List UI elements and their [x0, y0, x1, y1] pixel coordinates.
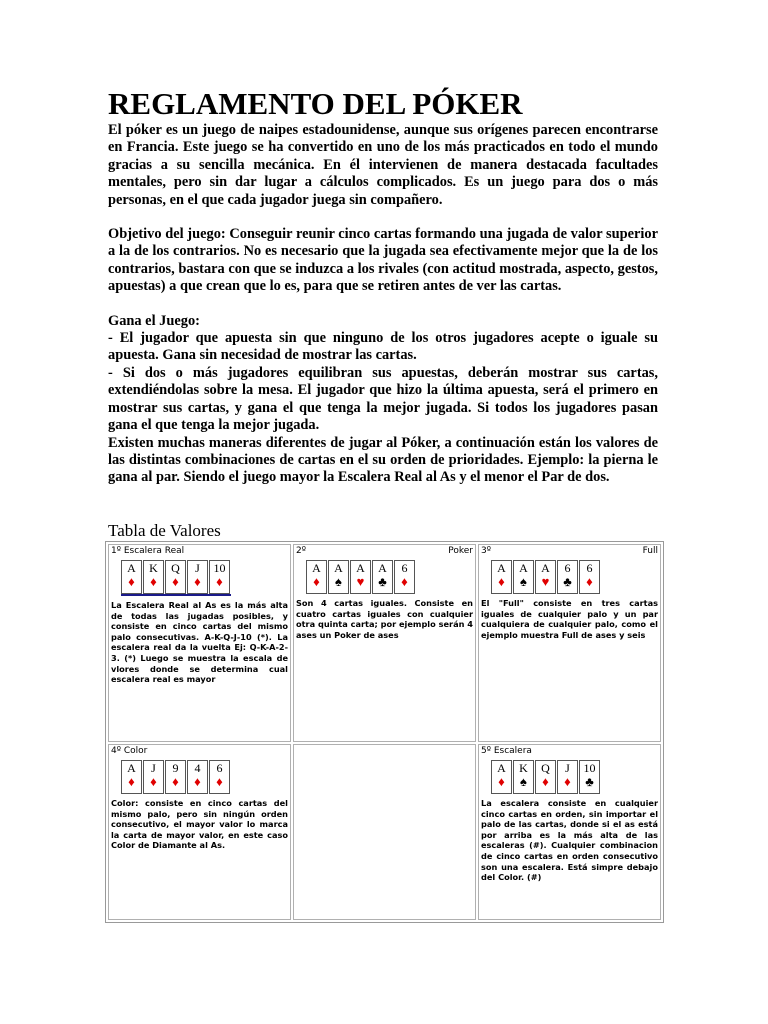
playing-card — [187, 760, 208, 794]
cell-royal-flush — [108, 544, 291, 742]
win-heading: Gana el Juego: — [108, 312, 200, 329]
playing-card — [143, 560, 164, 594]
playing-card — [187, 560, 208, 594]
card-rank: A — [497, 561, 506, 575]
cell-heading-rank: 5º Escalera — [481, 746, 532, 756]
card-hand — [306, 560, 473, 594]
card-suit-icon: ♦ — [128, 774, 135, 789]
card-suit-icon: ♣ — [585, 774, 594, 789]
cell-description: La Escalera Real al As es la más alta de todas las jugadas posibles, y consiste en cinco cartas del mismo palo consecutivas. A-K-Q-J-10 (*). La escalera real da la vuelta Ej: Q-K-A-2-3. (*) Luego se muestra la escala de vlores donde se determina cual escalera real es mayor — [111, 600, 288, 685]
card-hand — [121, 760, 288, 794]
playing-card — [513, 760, 534, 794]
card-rank: J — [565, 761, 570, 775]
card-suit-icon: ♦ — [586, 574, 593, 589]
playing-card — [350, 560, 371, 594]
card-rank: 9 — [172, 761, 179, 775]
card-rank: Q — [541, 761, 550, 775]
cell-straight — [478, 744, 661, 920]
playing-card — [209, 760, 230, 794]
card-rank: 6 — [564, 561, 571, 575]
playing-card — [165, 760, 186, 794]
cell-poker — [293, 544, 476, 742]
card-rank: Q — [171, 561, 180, 575]
values-intro-paragraph: Existen muchas maneras diferentes de jugar al Póker, a continuación están los valores de las distintas combinaciones de cartas en el su orden de prioridades. Ejemplo: la pierna le gana al par. Siendo el juego mayor la Escalera Real al As y el menor el Par de dos. — [108, 434, 658, 486]
card-rank: 10 — [583, 761, 596, 775]
cell-heading — [111, 546, 288, 557]
card-suit-icon: ♦ — [564, 774, 571, 789]
cell-heading — [111, 746, 288, 757]
playing-card — [209, 560, 230, 594]
cell-heading — [481, 546, 658, 557]
cell-description: Son 4 cartas iguales. Consiste en cuatro cartas iguales con cualquier otra quinta carta; por ejemplo serán 4 ases un Poker de ases — [296, 598, 473, 640]
card-suit-icon: ♦ — [172, 774, 179, 789]
card-suit-icon: ♠ — [520, 574, 527, 589]
cell-empty — [293, 744, 476, 920]
cell-full-house — [478, 544, 661, 742]
cell-heading — [481, 746, 658, 757]
objective-paragraph: Objetivo del juego: Conseguir reunir cinco cartas formando una jugada de valor superior a la de los contrarios. No es necesario que la jugada sea efectivamente mejor que la de los contrarios, bastara con que se induzca a los rivales (con actitud mostrada, aspecto, gestos, apuestas) a que crean que lo es, para que se retiren antes de ver las cartas. — [108, 226, 658, 295]
cell-heading-name: Poker — [448, 546, 473, 556]
cell-heading-rank: 3º — [481, 546, 491, 556]
card-suit-icon: ♦ — [194, 574, 201, 589]
playing-card — [535, 560, 556, 594]
card-hand — [121, 560, 231, 596]
card-suit-icon: ♦ — [401, 574, 408, 589]
playing-card — [557, 560, 578, 594]
cell-heading — [296, 546, 473, 557]
playing-card — [513, 560, 534, 594]
card-rank: 6 — [216, 761, 223, 775]
card-suit-icon: ♦ — [498, 774, 505, 789]
playing-card — [121, 560, 142, 594]
card-rank: 6 — [401, 561, 408, 575]
card-suit-icon: ♥ — [356, 574, 365, 589]
card-rank: A — [127, 561, 136, 575]
card-rank: K — [149, 561, 158, 575]
cell-heading-rank: 1º Escalera Real — [111, 546, 185, 556]
win-rule-2: - Si dos o más jugadores equilibran sus apuestas, deberán mostrar sus cartas, extendiéndolas sobre la mesa. El jugador que hizo la última apuesta, será el primero en mostrar sus cartas, y gana el que tenga la mejor jugada. Si todos los jugadores pasan gana el que tenga la mejor jugada. — [108, 364, 658, 434]
card-hand — [491, 560, 658, 594]
card-suit-icon: ♣ — [378, 574, 387, 589]
cell-description: La escalera consiste en cualquier cinco cartas en orden, sin importar el palo de las cartas, donde si el as está por arriba es la más alta de las escaleras (#). Cualquier combinacion de cinco cartas en orden consecutivo son una escalera. Está simpre debajo del Color. (#) — [481, 798, 658, 883]
card-rank: A — [497, 761, 506, 775]
card-rank: 4 — [194, 761, 201, 775]
card-rank: A — [378, 561, 387, 575]
cell-heading-name: Full — [642, 546, 658, 556]
card-rank: 10 — [213, 561, 226, 575]
card-rank: A — [519, 561, 528, 575]
card-rank: A — [541, 561, 550, 575]
win-rule-1: - El jugador que apuesta sin que ninguno de los otros jugadores acepte o iguale su apuesta. Gana sin necesidad de mostrar las cartas. — [108, 330, 658, 364]
playing-card — [491, 560, 512, 594]
playing-card — [579, 760, 600, 794]
card-suit-icon: ♦ — [542, 774, 549, 789]
card-suit-icon: ♠ — [520, 774, 527, 789]
card-suit-icon: ♣ — [563, 574, 572, 589]
card-rank: A — [312, 561, 321, 575]
playing-card — [579, 560, 600, 594]
playing-card — [143, 760, 164, 794]
card-rank: A — [334, 561, 343, 575]
page-title: REGLAMENTO DEL PÓKER — [108, 86, 523, 121]
document-body — [108, 122, 658, 487]
cell-heading-rank: 2º — [296, 546, 306, 556]
card-hand — [491, 760, 658, 794]
card-rank: J — [151, 761, 156, 775]
card-suit-icon: ♠ — [335, 574, 342, 589]
playing-card — [328, 560, 349, 594]
intro-paragraph: El póker es un juego de naipes estadounidense, aunque sus orígenes parecen encontrarse en Francia. Este juego se ha convertido en uno de los más practicados en todo el mundo gracias a su sencilla mecánica. En él intervienen de manera destacada facultades mentales, pero sin dar lugar a cálculos complicados. Es un juego para dos o más personas, en el que cada jugador juega sin compañero. — [108, 122, 658, 208]
playing-card — [121, 760, 142, 794]
card-suit-icon: ♦ — [194, 774, 201, 789]
card-suit-icon: ♦ — [128, 574, 135, 589]
card-suit-icon: ♥ — [541, 574, 550, 589]
card-suit-icon: ♦ — [216, 774, 223, 789]
card-suit-icon: ♦ — [216, 574, 223, 589]
card-suit-icon: ♦ — [150, 774, 157, 789]
table-title: Tabla de Valores — [108, 521, 221, 540]
playing-card — [535, 760, 556, 794]
card-rank: A — [127, 761, 136, 775]
card-rank: A — [356, 561, 365, 575]
card-rank: J — [195, 561, 200, 575]
card-suit-icon: ♦ — [150, 574, 157, 589]
cell-description: Color: consiste en cinco cartas del mismo palo, pero sin ningún orden consecutivo, el mayor valor lo marca la carta de mayor valor, en este caso Color de Diamante al As. — [111, 798, 288, 851]
playing-card — [491, 760, 512, 794]
playing-card — [165, 560, 186, 594]
playing-card — [306, 560, 327, 594]
cell-flush — [108, 744, 291, 920]
cell-heading-rank: 4º Color — [111, 746, 148, 756]
playing-card — [394, 560, 415, 594]
cell-description: El "Full" consiste en tres cartas iguales de cualquier palo y un par cualquiera de cualquier palo, como el ejemplo muestra Full de ases y seis — [481, 598, 658, 640]
card-rank: K — [519, 761, 528, 775]
card-suit-icon: ♦ — [313, 574, 320, 589]
card-suit-icon: ♦ — [498, 574, 505, 589]
playing-card — [372, 560, 393, 594]
card-suit-icon: ♦ — [172, 574, 179, 589]
playing-card — [557, 760, 578, 794]
hand-values-table — [105, 541, 664, 923]
card-rank: 6 — [586, 561, 593, 575]
